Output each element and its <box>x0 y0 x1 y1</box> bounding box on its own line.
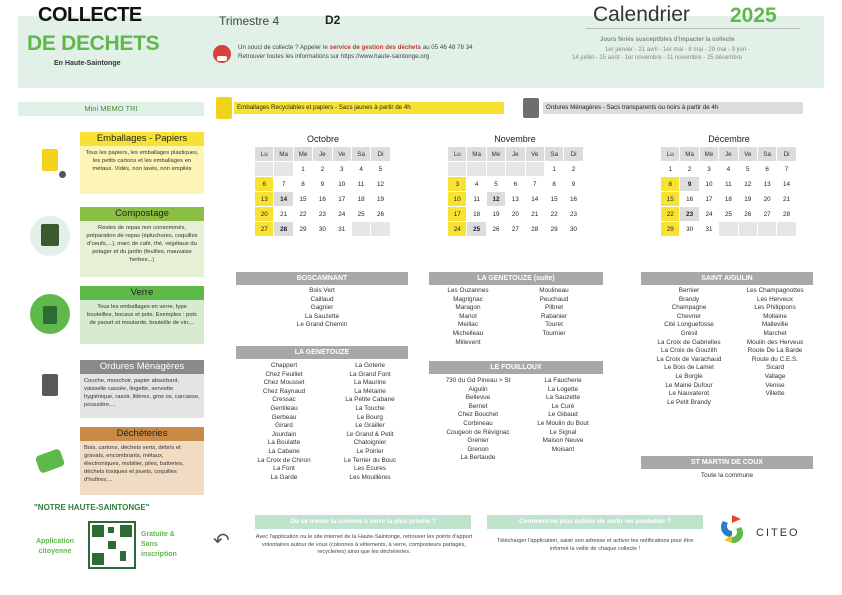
weekday-header: Di <box>564 147 583 162</box>
category-decheteries-title: Déchèteries <box>80 427 204 441</box>
category-ordures <box>80 360 204 418</box>
commune-item: Grésil <box>680 329 698 337</box>
calendar-day: 13 <box>255 192 274 207</box>
category-verre-text: Tous les emballages en verre, type bouteilles, bocaux et pots. Exemples : pots de yaourt et moutarde, bouteille de vin,... <box>80 300 204 344</box>
calendar-day: 6 <box>757 162 776 177</box>
commune-item: Moisant <box>551 445 575 453</box>
commune-item: Toute la commune <box>700 472 754 479</box>
app-label: Application citoyenne <box>35 538 75 555</box>
category-ordures-text: Couche, mouchoir, papier absorbant, vaisselle cassée, lingette, serviette hygiénique, rasoir, litières, gros os, carcasse, poussière,... <box>80 374 204 418</box>
section-saint-aigulin: SAINT AIGULIN <box>641 272 813 285</box>
yellow-bin-icon <box>30 141 70 181</box>
holidays-line2: 14 juillet - 15 août - 1er novembre - 11 novembre - 25 décembre <box>572 55 742 61</box>
commune-item: Michelleau <box>452 329 484 337</box>
calendar-empty-cell <box>777 222 796 237</box>
calendar-day: 26 <box>738 207 757 222</box>
calendar-day: 3 <box>332 162 351 177</box>
list-aigulin-right <box>730 287 820 399</box>
calendar-day: 14 <box>274 192 293 207</box>
calendar-day: 30 <box>680 222 699 237</box>
zone-label: D2 <box>325 13 341 27</box>
category-decheteries-text: Bois, cartons, déchets verts, débris et gravats, encombrants, métaux, électroniques, mobilier, piles, batteries, déchets toxiques et jouets, coquilles d'huîtres,... <box>80 441 204 495</box>
faq-reminder: Comment ne plus oublier de sortir les poubelles ? <box>487 515 703 529</box>
weekday-header: Lu <box>661 147 680 162</box>
calendar-day: 23 <box>564 207 583 222</box>
weekday-header: Ve <box>525 147 544 162</box>
calendar-day: 8 <box>293 177 312 192</box>
memo-title: Mini MEMO TRI <box>18 102 204 116</box>
category-compostage-title: Compostage <box>80 207 204 221</box>
commune-item: La Logette <box>547 385 579 393</box>
calendar-day: 27 <box>757 207 776 222</box>
commune-item: Les Ecures <box>354 465 386 473</box>
calendar-day: 12 <box>371 177 390 192</box>
calendar-octobre <box>254 146 391 237</box>
commune-item: Bernet <box>468 402 488 410</box>
commune-item: La Sauzette <box>545 394 581 402</box>
commune-item: Le Bourg <box>357 413 383 421</box>
calendar-day: 25 <box>351 207 370 222</box>
commune-item: La Croix de Gouzilh <box>660 347 718 355</box>
weekday-header: Sa <box>544 147 563 162</box>
commune-item: Le Moulin du Bout <box>537 419 589 427</box>
commune-item: Chez Bouchet <box>457 411 499 419</box>
commune-item: La Touche <box>355 404 385 412</box>
commune-item: La Métairie <box>354 387 386 395</box>
phone-support-icon <box>213 45 231 63</box>
commune-item: Bernier <box>678 287 700 294</box>
calendar-day: 9 <box>564 177 583 192</box>
weekday-header: Ma <box>467 147 486 162</box>
list-st-martin-de-coux <box>641 472 813 481</box>
calendar-day: 7 <box>777 162 796 177</box>
month-title-decembre: Décembre <box>708 134 750 144</box>
calendar-day: 15 <box>544 192 563 207</box>
calendar-day: 21 <box>274 207 293 222</box>
commune-item: Route du C.E.S. <box>751 355 799 363</box>
category-emballages <box>80 132 204 194</box>
commune-item: Girard <box>275 422 293 430</box>
calendar-day: 26 <box>486 222 505 237</box>
calendar-empty-cell <box>719 222 738 237</box>
page-title: COLLECTE <box>38 4 142 26</box>
calendar-day: 25 <box>467 222 486 237</box>
calendar-day: 28 <box>274 222 293 237</box>
calendar-day: 9 <box>680 177 699 192</box>
calendar-day: 28 <box>777 207 796 222</box>
commune-item: Maragon <box>455 304 481 312</box>
calendar-day: 16 <box>680 192 699 207</box>
commune-item: La Petite Cabane <box>345 396 395 404</box>
commune-item: Touret <box>545 321 563 329</box>
commune-item: Champagne <box>671 304 707 312</box>
commune-item: Le Petit Brandy <box>667 398 711 406</box>
calendar-day: 1 <box>293 162 312 177</box>
calendar-day: 23 <box>680 207 699 222</box>
list-genetouze-right <box>322 362 418 482</box>
commune-item: Pilbret <box>544 304 564 312</box>
commune-item: La Croix de Gabrielles <box>657 338 721 346</box>
commune-item: Magrignac <box>453 295 483 303</box>
weekday-header: Je <box>313 147 332 162</box>
calendar-day: 5 <box>371 162 390 177</box>
calendar-empty-cell <box>351 222 370 237</box>
commune-item: Le Terrier du Bouc <box>343 456 397 464</box>
section-fouilloux: LE FOUILLOUX <box>429 361 603 374</box>
calendar-day: 24 <box>332 207 351 222</box>
page-subtitle: En Haute-Saintonge <box>54 60 121 67</box>
category-verre <box>80 286 204 344</box>
commune-item: Chatoignier <box>353 439 387 447</box>
calendar-day: 21 <box>777 192 796 207</box>
calendar-day: 27 <box>255 222 274 237</box>
commune-item: Chevrier <box>676 312 702 320</box>
calendar-day: 15 <box>293 192 312 207</box>
calendar-day: 2 <box>313 162 332 177</box>
calendar-day: 1 <box>661 162 680 177</box>
calendar-empty-cell <box>738 222 757 237</box>
weekday-header: Je <box>506 147 525 162</box>
commune-item: Cougeon de Révignac <box>446 428 510 436</box>
commune-item: Sicard <box>765 364 785 372</box>
calendar-empty-cell <box>255 162 274 177</box>
calendar-day: 24 <box>699 207 718 222</box>
calendar-title: Calendrier <box>593 3 690 26</box>
divider <box>586 28 800 29</box>
calendar-day: 20 <box>757 192 776 207</box>
commune-item: Grenon <box>467 445 489 453</box>
calendar-day: 31 <box>699 222 718 237</box>
commune-item: Vallage <box>764 372 786 380</box>
commune-item: Mollaine <box>763 312 787 320</box>
calendar-day: 31 <box>332 222 351 237</box>
calendar-day: 19 <box>371 192 390 207</box>
calendar-empty-cell <box>274 162 293 177</box>
legend-ordures: Ordures Ménagères - Sacs transparents ou noirs à partir de 4h <box>543 102 803 114</box>
app-free-label: Gratuite & Sans inscription <box>141 531 177 558</box>
list-genetouze-left <box>236 362 332 482</box>
commune-item: La Maurine <box>354 379 386 387</box>
calendar-day: 17 <box>332 192 351 207</box>
commune-item: La Font <box>273 465 295 473</box>
commune-item: Gentileau <box>270 404 298 412</box>
calendar-day: 8 <box>661 177 680 192</box>
commune-item: Venise <box>765 381 785 389</box>
commune-item: Aigulin <box>468 385 488 393</box>
commune-item: Le Grand & Petit <box>346 430 394 438</box>
calendar-day: 22 <box>544 207 563 222</box>
calendar-day: 4 <box>467 177 486 192</box>
commune-item: Moulin des Herveux <box>746 338 804 346</box>
section-genetouze: LA GENETOUZE <box>236 346 408 359</box>
legend-recyclables: Emballages Recyclables et papiers - Sacs jaunes à partir de 4h <box>234 102 504 114</box>
calendar-day: 17 <box>448 207 467 222</box>
weekday-header: Ma <box>274 147 293 162</box>
calendar-empty-cell <box>448 162 467 177</box>
calendar-year: 2025 <box>730 4 777 27</box>
commune-item: Peuchaud <box>539 295 569 303</box>
commune-item: Le Poirier <box>356 447 384 455</box>
commune-item: Cressac <box>272 396 296 404</box>
weekday-header: Di <box>777 147 796 162</box>
composter-icon <box>30 216 70 256</box>
calendar-day: 14 <box>525 192 544 207</box>
commune-item: Cité Longuefosse <box>664 321 714 329</box>
commune-item: Meillac <box>458 321 478 329</box>
calendar-day: 4 <box>719 162 738 177</box>
commune-item: La Grand Font <box>349 370 391 378</box>
citeo-logo-icon <box>719 513 745 547</box>
calendar-day: 10 <box>699 177 718 192</box>
calendar-day: 16 <box>564 192 583 207</box>
calendar-day: 12 <box>738 177 757 192</box>
website-info[interactable]: Retrouver toutes les informations sur https://www.haute-saintonge.org <box>238 53 430 60</box>
list-aigulin-left <box>641 287 737 407</box>
calendar-day: 19 <box>486 207 505 222</box>
calendar-day: 20 <box>506 207 525 222</box>
commune-item: Millevent <box>455 338 481 346</box>
commune-item: La Croix de Chiron <box>257 456 311 464</box>
commune-item: Rabanier <box>541 312 567 320</box>
calendar-day: 2 <box>564 162 583 177</box>
trimester-label: Trimestre 4 <box>219 14 280 28</box>
weekday-header: Me <box>486 147 505 162</box>
section-st-martin-de-coux: ST MARTIN DE COUX <box>641 456 813 469</box>
section-boscamnant: BOSCAMNANT <box>236 272 408 285</box>
commune-item: Mariot <box>459 312 477 320</box>
calendar-day: 29 <box>544 222 563 237</box>
glass-container-icon <box>30 294 70 334</box>
commune-item: Bois Vert <box>309 287 335 294</box>
commune-item: La Bertaude <box>460 454 496 462</box>
commune-item: Les Herveux <box>757 295 793 303</box>
commune-item: Tournier <box>542 329 566 337</box>
weekday-header: Me <box>293 147 312 162</box>
commune-item: Maison Neuve <box>542 437 584 445</box>
calendar-empty-cell <box>467 162 486 177</box>
calendar-day: 9 <box>313 177 332 192</box>
commune-item: Les Ouzannes <box>447 287 489 294</box>
commune-item: Le Curé <box>551 402 575 410</box>
commune-item: Le Maine Dufour <box>665 381 713 389</box>
gray-bin-icon <box>30 366 70 406</box>
commune-item: La Boulatte <box>267 439 301 447</box>
calendar-day: 20 <box>255 207 274 222</box>
commune-item: Les Philippons <box>754 304 796 312</box>
calendar-day: 28 <box>525 222 544 237</box>
calendar-day: 29 <box>293 222 312 237</box>
list-boscamnant <box>236 287 408 330</box>
calendar-decembre <box>660 146 797 237</box>
category-verre-title: Verre <box>80 286 204 300</box>
holidays-line1: 1er janvier - 21 avril - 1er mai - 8 mai - 29 mai - 9 juin - <box>605 47 750 53</box>
calendar-day: 5 <box>738 162 757 177</box>
calendar-day: 22 <box>661 207 680 222</box>
commune-item: Le Gibaud <box>548 411 578 419</box>
commune-item: Le Grailler <box>355 422 385 430</box>
list-fouilloux-left <box>430 377 526 463</box>
calendar-day: 3 <box>699 162 718 177</box>
category-decheteries <box>80 427 204 495</box>
category-compostage-text: Restes de repas non consommés, préparation de repas (épluchures, coquilles d'oeufs,...), marc de café, thé, végétaux du potager et du jardin (feuilles, mauvaise herbes...) <box>80 221 204 277</box>
calendar-empty-cell <box>525 162 544 177</box>
commune-item: La Goterie <box>355 362 385 369</box>
commune-item: Chez Feuillet <box>265 370 303 378</box>
category-emballages-title: Emballages - Papiers <box>80 132 204 146</box>
calendar-day: 18 <box>719 192 738 207</box>
month-title-novembre: Novembre <box>494 134 536 144</box>
weekday-header: Lu <box>448 147 467 162</box>
calendar-day: 13 <box>506 192 525 207</box>
weekday-header: Sa <box>351 147 370 162</box>
list-fouilloux-right <box>520 377 606 454</box>
weekday-header: Ve <box>738 147 757 162</box>
calendar-day: 2 <box>680 162 699 177</box>
weekday-header: Je <box>719 147 738 162</box>
commune-item: La Garde <box>270 473 298 481</box>
category-emballages-text: Tous les papiers, les emballages plastiques, les petits cartons et les emballages en métaux. Vidés, non lavés, non empilés <box>80 146 204 194</box>
weekday-header: Ve <box>332 147 351 162</box>
commune-item: La Croix de Varachaud <box>656 355 722 363</box>
commune-item: Marchet <box>763 329 787 337</box>
calendar-empty-cell <box>757 222 776 237</box>
calendar-day: 1 <box>544 162 563 177</box>
calendar-day: 19 <box>738 192 757 207</box>
commune-item: 730 du Gd Pineau > St <box>445 377 511 384</box>
commune-item: Chez Raynaud <box>262 387 306 395</box>
calendar-day: 5 <box>486 177 505 192</box>
commune-item: Bellevue <box>465 394 491 402</box>
dechetterie-icon <box>30 440 70 480</box>
commune-item: Grenier <box>467 437 489 445</box>
holidays-title: Jours fériés susceptibles d'impacter la collecte <box>600 37 735 43</box>
calendar-novembre <box>447 146 584 237</box>
calendar-day: 15 <box>661 192 680 207</box>
qr-code[interactable] <box>88 521 136 569</box>
list-genetouze-suite-right <box>514 287 594 339</box>
weekday-header: Me <box>699 147 718 162</box>
calendar-day: 8 <box>544 177 563 192</box>
faq-reminder-answer: Télécharger l'application, saisir son adresse et activer les notifications pour être informé la veille de chaque collecte ! <box>496 538 694 552</box>
faq-glass-container: Où se trouve la colonne à verre la plus proche ? <box>255 515 471 529</box>
calendar-day: 10 <box>332 177 351 192</box>
commune-item: Jourdain <box>271 430 297 438</box>
calendar-day: 22 <box>293 207 312 222</box>
support-info: Un souci de collecte ? Appeler le service de gestion des déchets au 05 46 48 78 34 <box>238 44 473 51</box>
commune-item: Les Mouillères <box>349 473 391 481</box>
commune-item: Caillaud <box>310 295 334 303</box>
calendar-day: 11 <box>351 177 370 192</box>
weekday-header: Lu <box>255 147 274 162</box>
commune-item: Brandy <box>678 295 700 303</box>
commune-item: Le Borgle <box>675 372 703 380</box>
commune-item: Chez Mousset <box>263 379 305 387</box>
commune-item: Le Bois de Lamet <box>664 364 714 372</box>
commune-item: Chappert <box>270 362 298 369</box>
calendar-day: 7 <box>274 177 293 192</box>
calendar-day: 26 <box>371 207 390 222</box>
calendar-day: 3 <box>448 177 467 192</box>
commune-item: La Faucherie <box>544 377 582 384</box>
calendar-empty-cell <box>486 162 505 177</box>
calendar-day: 27 <box>506 222 525 237</box>
calendar-day: 7 <box>525 177 544 192</box>
commune-item: La Cabane <box>268 447 300 455</box>
yellow-bag-icon <box>216 97 232 119</box>
commune-item: Corbineau <box>463 419 493 427</box>
calendar-empty-cell <box>506 162 525 177</box>
commune-item: Villette <box>765 390 785 398</box>
commune-item: Le Signal <box>549 428 577 436</box>
commune-item: Gerbeau <box>271 413 297 421</box>
calendar-day: 13 <box>757 177 776 192</box>
citeo-label: CITEO <box>756 527 800 539</box>
calendar-day: 29 <box>661 222 680 237</box>
calendar-day: 30 <box>564 222 583 237</box>
section-genetouze-suite: LA GENETOUZE (suite) <box>429 272 603 285</box>
commune-item: Malleville <box>761 321 789 329</box>
app-brand: "NOTRE HAUTE-SAINTONGE" <box>34 503 150 512</box>
calendar-day: 18 <box>467 207 486 222</box>
faq-glass-answer: Avec l'application ou le site internet de la Haute-Saintonge, retrouver les points d'apport volontaires autour de vous (colonnes à vêtements, à verre, composteurs partagés, recycleries) ainsi que les déchèteries. <box>255 534 473 555</box>
commune-item: Gagnier <box>310 304 334 312</box>
commune-item: La Sauzette <box>304 312 340 320</box>
calendar-day: 10 <box>448 192 467 207</box>
weekday-header: Sa <box>757 147 776 162</box>
commune-item: Moulineau <box>539 287 569 294</box>
commune-item: Le Grand Chemin <box>296 321 348 329</box>
calendar-day: 17 <box>699 192 718 207</box>
calendar-empty-cell <box>371 222 390 237</box>
calendar-day: 6 <box>506 177 525 192</box>
commune-item: Les Champagnottes <box>746 287 804 294</box>
calendar-day: 30 <box>313 222 332 237</box>
month-title-octobre: Octobre <box>306 134 339 144</box>
calendar-day: 11 <box>719 177 738 192</box>
commune-item: Le Nauvaterot <box>668 390 710 398</box>
weekday-header: Ma <box>680 147 699 162</box>
calendar-day: 16 <box>313 192 332 207</box>
category-compostage <box>80 207 204 277</box>
gray-bin-icon <box>523 98 539 118</box>
arrow-left-icon: ↶ <box>213 530 230 552</box>
calendar-day: 25 <box>719 207 738 222</box>
page-title-line2: DE DECHETS <box>27 32 160 55</box>
calendar-day: 24 <box>448 222 467 237</box>
weekday-header: Di <box>371 147 390 162</box>
category-ordures-title: Ordures Ménagères <box>80 360 204 374</box>
calendar-day: 23 <box>313 207 332 222</box>
list-genetouze-suite-left <box>429 287 507 347</box>
calendar-day: 6 <box>255 177 274 192</box>
calendar-day: 11 <box>467 192 486 207</box>
calendar-day: 18 <box>351 192 370 207</box>
calendar-day: 12 <box>486 192 505 207</box>
calendar-day: 4 <box>351 162 370 177</box>
calendar-day: 21 <box>525 207 544 222</box>
calendar-day: 14 <box>777 177 796 192</box>
commune-item: Route De La Barde <box>747 347 803 355</box>
